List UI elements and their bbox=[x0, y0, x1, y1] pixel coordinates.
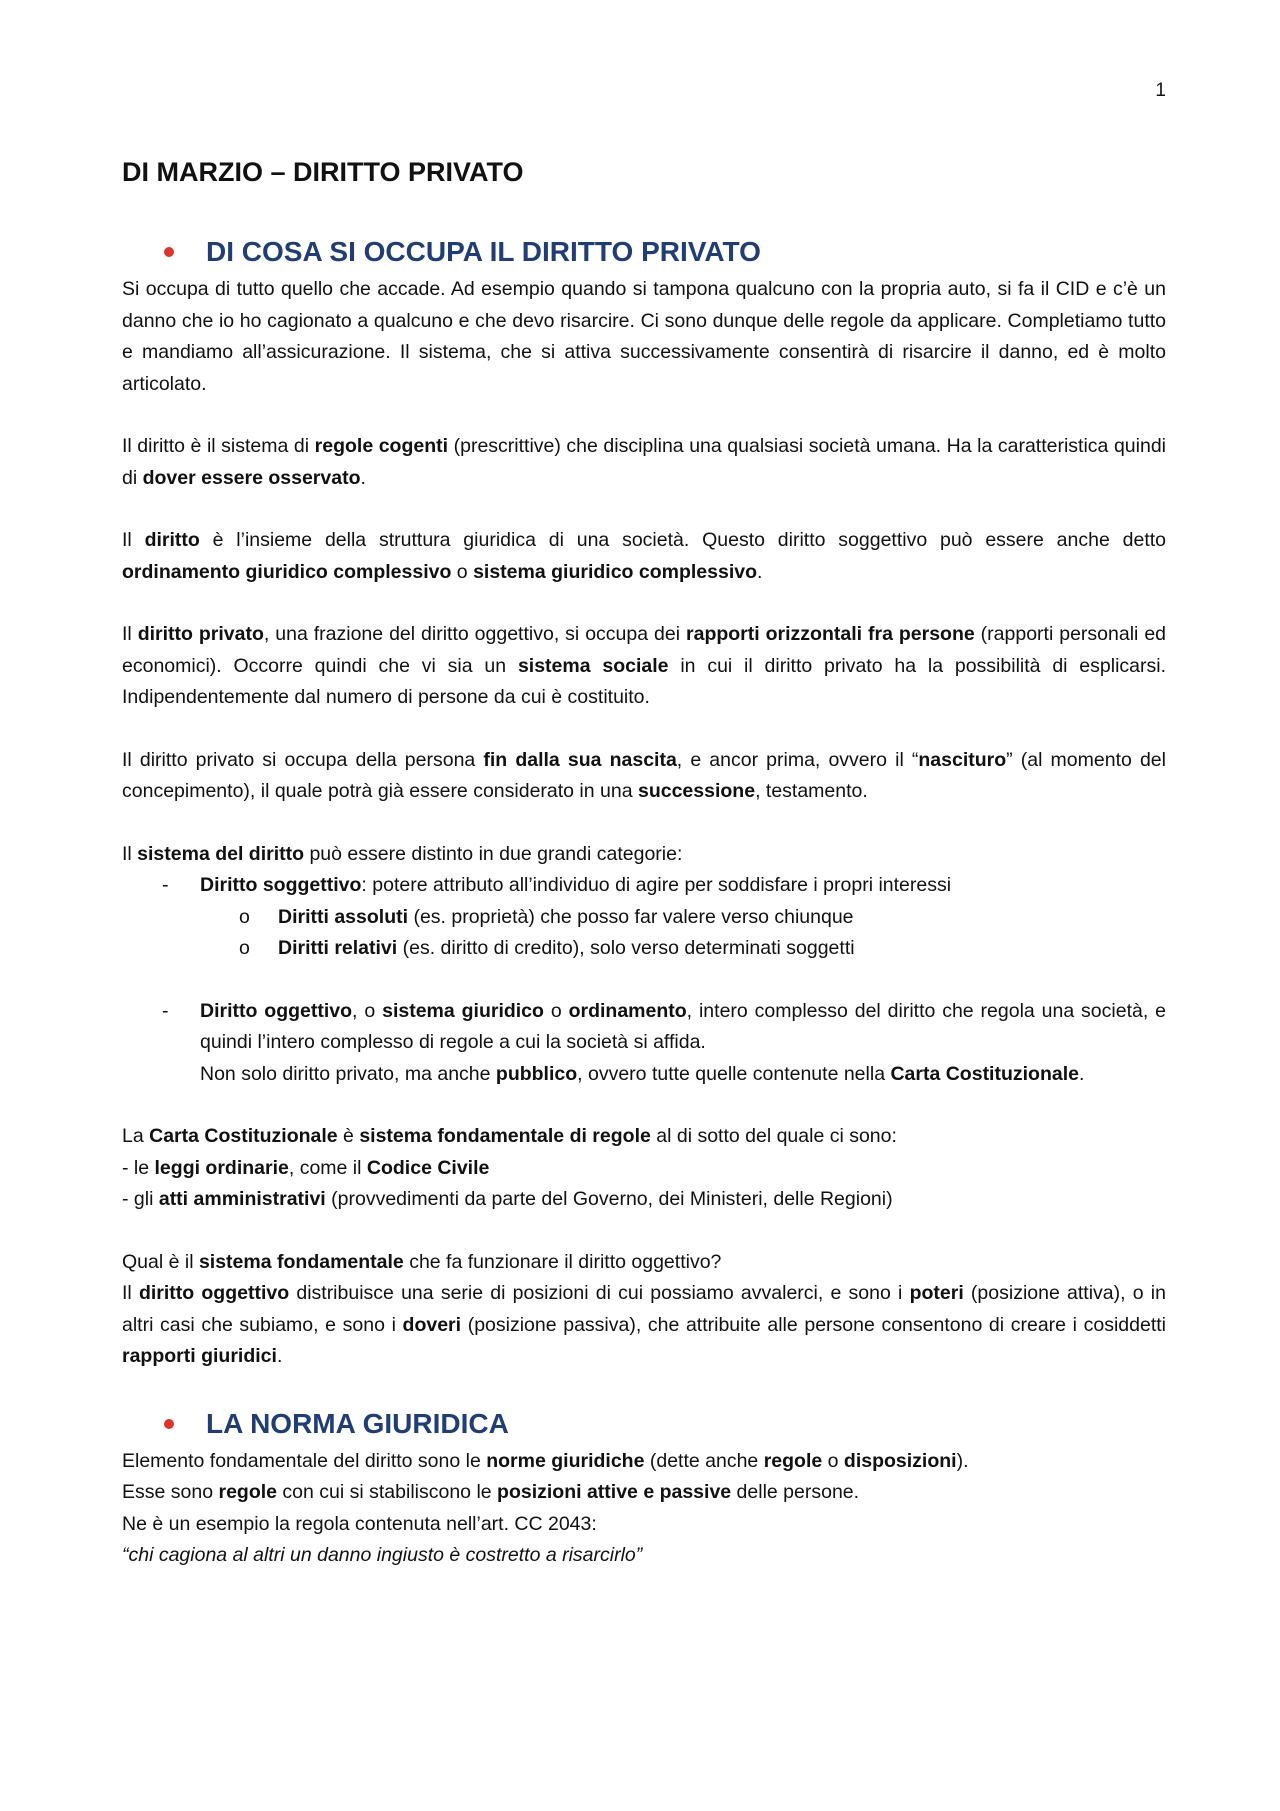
sub-list-item: o Diritti assoluti (es. proprietà) che posso far valere verso chiunque bbox=[122, 902, 1166, 934]
paragraph: La Carta Costituzionale è sistema fondamentale di regole al di sotto del quale ci sono: - le leggi ordinarie, come il Codice Civile - gli atti amministrativi (provvedimenti da parte del Governo, dei Ministeri, delle Regioni) bbox=[122, 1125, 897, 1210]
quote: “chi cagiona al altri un danno ingiusto è costretto a risarcirlo” bbox=[122, 1544, 643, 1566]
circle-marker: o bbox=[239, 937, 250, 959]
paragraph: Il diritto privato si occupa della persona fin dalla sua nascita, e ancor prima, ovvero il “nascituro” (al momento del concepimento), il quale potrà già essere considerato in una successione, testamento. bbox=[122, 748, 1166, 802]
dash-marker: - bbox=[162, 874, 169, 896]
paragraph: Qual è il sistema fondamentale che fa funzionare il diritto oggettivo? Il diritto oggettivo distribuisce una serie di posizioni di cui possiamo avvalerci, e sono i poteri (posizione attiva), o in altri casi che subiamo, e sono i doveri (posizione passiva), che attribuite alle persone consentono di creare i cosiddetti rapporti giuridici. bbox=[122, 1250, 1166, 1367]
paragraph: Si occupa di tutto quello che accade. Ad esempio quando si tampona qualcuno con la propria auto, si fa il CID e c’è un danno che io ho cagionato a qualcuno e che devo risarcire. Ci sono dunque delle regole da applicare. Completiamo tutto e mandiamo all’assicurazione. Il sistema, che si attiva successivamente consentirà di risarcire il danno, ed è molto articolato. bbox=[122, 278, 1166, 395]
bullet-icon bbox=[164, 1419, 174, 1429]
paragraph: Il diritto privato, una frazione del diritto oggettivo, si occupa dei rapporti orizzontali fra persone (rapporti personali ed economici). Occorre quindi che vi sia un sistema sociale in cui il diritto privato ha la possibilità di esplicarsi. Indipendentemente dal numero di persone da cui è costituito. bbox=[122, 623, 1167, 708]
paragraph: Il sistema del diritto può essere distinto in due grandi categorie: bbox=[122, 842, 683, 865]
page-number: 1 bbox=[1155, 80, 1166, 101]
bullet-icon bbox=[164, 247, 174, 257]
document-body bbox=[122, 152, 1166, 1572]
document-title: DI MARZIO – DIRITTO PRIVATO bbox=[122, 157, 524, 187]
sub-list-item: o Diritti relativi (es. diritto di credito), solo verso determinati soggetti bbox=[122, 933, 1166, 965]
category-list bbox=[122, 870, 1166, 1090]
paragraph: Il diritto è il sistema di regole cogenti (prescrittive) che disciplina una qualsiasi società umana. Ha la caratteristica quindi di dover essere osservato. bbox=[122, 435, 1166, 489]
section-heading-norma-giuridica bbox=[122, 1404, 1166, 1444]
paragraph: Il diritto è l’insieme della struttura giuridica di una società. Questo diritto soggettivo può essere anche detto ordinamento giuridico complessivo o sistema giuridico complessivo. bbox=[122, 529, 1166, 583]
circle-marker: o bbox=[239, 905, 250, 928]
dash-marker: - bbox=[162, 999, 169, 1022]
paragraph: Elemento fondamentale del diritto sono le norme giuridiche (dette anche regole o disposizioni). Esse sono regole con cui si stabiliscono le posizioni attive e passive delle persone. Ne è un esempio la regola contenuta nell’art. CC 2043: “chi cagiona al altri un danno ingiusto è costretto a risarcirlo” bbox=[122, 1449, 969, 1566]
section-heading-diritto-privato bbox=[122, 232, 1166, 272]
section-heading-text: DI COSA SI OCCUPA IL DIRITTO PRIVATO bbox=[206, 236, 761, 267]
list-item: - Diritto soggettivo: potere attributo all’individuo di agire per soddisfare i propri interessi bbox=[122, 870, 1166, 902]
section-heading-text: LA NORMA GIURIDICA bbox=[206, 1407, 509, 1439]
list-item: - Diritto oggettivo, o sistema giuridico o ordinamento, intero complesso del diritto che regola una società, e quindi l’intero complesso di regole a cui la società si affida. Non solo diritto privato, ma anche pubblico, ovvero tutte quelle contenute nella Carta Costituzionale. bbox=[122, 996, 1166, 1091]
